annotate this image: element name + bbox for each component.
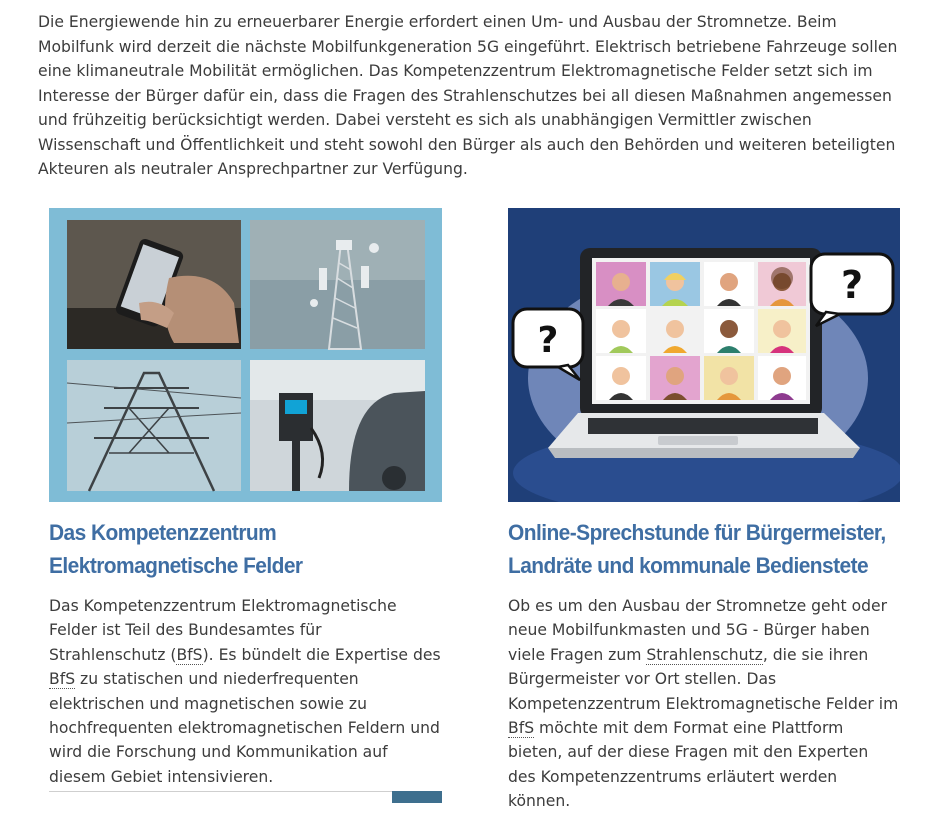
more-button[interactable] bbox=[392, 791, 442, 803]
abbr-bfs[interactable]: BfS bbox=[176, 645, 203, 664]
card-kompetenzzentrum bbox=[49, 208, 442, 789]
collage-image[interactable] bbox=[49, 208, 442, 502]
card-text: Ob es um den Ausbau der Stromnetze geht oder neue Mobilfunkmasten und 5G - Bürger haben viele Fragen zum Strahlenschutz, die sie ihren Bürgermeister vor Ort stellen. Das Kompetenzzentrum Elektromagnetische Felder im BfS möchte mit dem Format eine Plattform bieten, auf der diese Fragen mit den Experten des Kompetenzzentrums erläutert werden können. bbox=[508, 597, 899, 811]
abbr-bfs[interactable]: BfS bbox=[508, 719, 535, 738]
speech-bubble-right bbox=[811, 254, 893, 326]
video-conference-image[interactable] bbox=[508, 208, 900, 502]
phone-photo bbox=[67, 220, 241, 349]
charging-photo bbox=[250, 360, 425, 491]
question-mark-right: ? bbox=[840, 263, 864, 307]
card-online-sprechstunde bbox=[508, 208, 900, 814]
abbr-bfs[interactable]: BfS bbox=[49, 670, 76, 689]
card-title[interactable]: Online-Sprechstunde für Bürgermeister, Landräte und kommunale Bedienstete bbox=[508, 520, 886, 578]
question-mark-left: ? bbox=[537, 320, 559, 361]
intro-text: Die Energiewende hin zu erneuerbarer Energie erfordert einen Um- und Ausbau der Stromnetze. Beim Mobilfunk wird derzeit die nächste Mobilfunkgeneration 5G eingeführt. Elektrisch betriebene Fahrzeuge sollen eine klimaneutrale Mobilität ermöglichen. Das Kompetenzzentrum Elektromagnetische Felder setzt sich im Interesse der Bürger dafür ein, dass die Fragen des Strahlenschutzes bei all diesen Maßnahmen angemessen und frühzeitig berücksichtigt werden. Dabei versteht es sich als unabhängigen Vermittler zwischen Wissenschaft und Öffentlichkeit und steht sowohl den Bürger als auch den Behörden und weiteren beteiligten Akteuren als neutraler Ansprechpartner zur Verfügung. bbox=[38, 13, 898, 178]
card-title[interactable]: Das Kompetenzzentrum Elektromagnetische Felder bbox=[49, 520, 303, 578]
divider-line bbox=[49, 791, 392, 792]
pylon-photo bbox=[67, 360, 241, 491]
antenna-photo bbox=[250, 220, 425, 349]
card-text: Das Kompetenzzentrum Elektromagnetische Felder ist Teil des Bundesamtes für Strahlenschutz (BfS). Es bündelt die Expertise des BfS zu statischen und niederfrequenten elektrischen und magnetischen sowie zu hochfrequenten elektromagnetischen Feldern und wird die Forschung und Kommunikation auf diesem Gebiet intensivieren. bbox=[49, 597, 441, 786]
link-strahlenschutz[interactable]: Strahlenschutz bbox=[646, 645, 763, 664]
